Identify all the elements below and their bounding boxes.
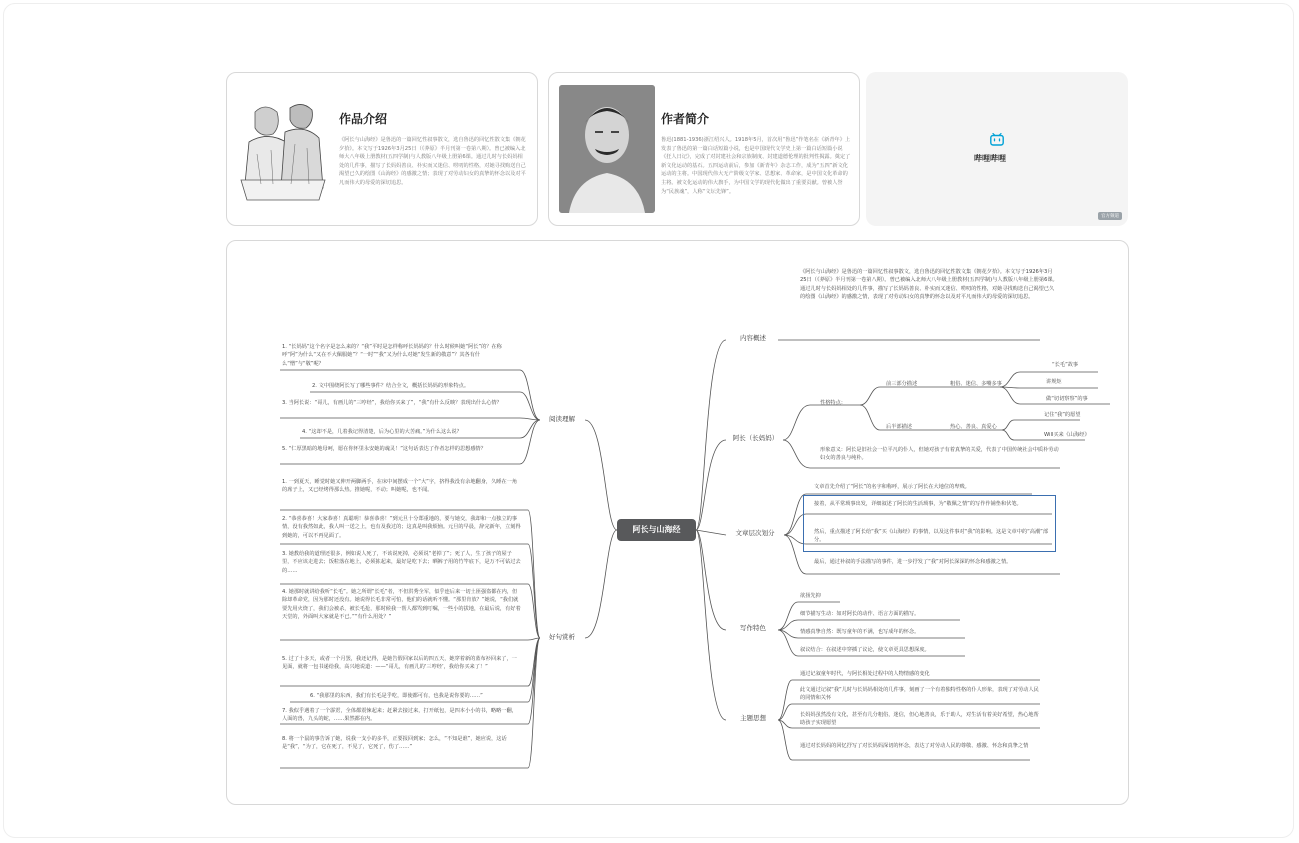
cengci-p4: 最后，通过补叙的手法描写的事件，进一步抒发了“我”对阿长深深的怀念和感激之情。 bbox=[814, 559, 1012, 565]
author-text: 鲁迅(1881-1936)浙江绍兴人。1918年5月，首次用“鲁迅”作笔名在《新青年》上发表了鲁迅的第一篇白话短篇小说，也是中国现代文学史上第一篇白话短篇小说《狂人日记》，完成了对封建社会和宗族制度、封建道德伦理的批判性揭露。奠定了新文化运动的基石。五四运动前后，参加《新青年》杂志工作，成为“五四”新文化运动的主将。中国现代伟大无产阶级文学家、思想家、革命家，是中国文化革命的主将。被文化运动的伟大旗手，为中国文学的现代化做出了重要贡献。曾被人誉为“民族魂”，人称“文坛先锋”。 bbox=[661, 137, 851, 195]
yuedu-q2: 2. 文中围绕阿长写了哪些事件？结合全文，概括长妈妈的形象特点。 bbox=[312, 383, 470, 389]
haoju-s2: 2. “恭喜恭喜！大家恭喜！真聪明！恭喜恭喜！”到元旦十分郑重地的，要与她交，我却和一点独立的事情，没有我然如此，我人叫一送之上，也有及我过的；这真是叫我烦恼。元旦的早晨，辞完新年，立刻得到她的，可以不再见面了。 bbox=[282, 516, 521, 539]
achang-leaf-1: “长毛”故事 bbox=[1052, 362, 1079, 368]
tese-item-4: 叙议结合：在叙述中穿插了议论，使文章更具思想深度。 bbox=[800, 647, 930, 653]
cengci-p1: 文章首先介绍了“阿长”的名字和称呼，展示了阿长在大地位的卑贱。 bbox=[814, 484, 970, 490]
yuedu-q4: 4. “这却不是，几着我记得清楚，后为心里的大苦痛。”为什么这么说？ bbox=[302, 429, 462, 435]
branch-haoju[interactable]: 好句赏析 bbox=[549, 633, 575, 641]
cengci-p2: 接着，从平常琐事出发，详细叙述了阿长的生活琐事，为“敬佩之情”的写作作铺垫和伏笔。 bbox=[814, 501, 1022, 507]
intro-title: 作品介绍 bbox=[339, 112, 388, 126]
neirong-text: 《阿长与山海经》是鲁迅的一篇回忆性叙事散文，选自鲁迅的回忆性散文集《朝花夕拾》。本文写于1926年3月25日（《莽原》半月刊第一卷第八期）。曾已被编入北师大八年级上册教材(五四学制)与人教版八年级上册第6课。通过儿时与长妈妈相处的几件事，描写了长妈妈善良、朴实而又迷信、唠叨的性格，对她寻找购送自己渴望已久的绘图《山海经》的感激之情，表现了对劳动妇女的真挚的怀念以及对平凡而伟大的母爱的深切追思。 bbox=[800, 269, 1058, 300]
achang-leaf-3: 做“切切察察”的事 bbox=[1046, 396, 1088, 402]
intro-text: 《阿长与山海经》是鲁迅的一篇回忆性叙事散文，选自鲁迅的回忆性散文集《朝花夕拾》。本文写于1926年3月25日（《莽原》半月刊第一卷第八期）。曾已被编入北师大八年级上册教材(五四学制)与人教版八年级上册第6课。通过儿时与长妈妈相处的几件事，描写了长妈妈善良、朴实而又迷信、唠叨的性格，对她寻找购送自己渴望已久的绘图《山海经》的感激之情；表现了对劳动妇女的真挚的怀念以及对平凡而伟大的母爱的深切追思。 bbox=[339, 137, 526, 186]
branch-cengci[interactable]: 文章层次划分 bbox=[735, 529, 775, 537]
branch-yuedu[interactable]: 阅读理解 bbox=[549, 415, 575, 423]
zhuti-item-3: 长妈妈虽然没有文化，甚至有几分粗俗，迷信，但心地善良，乐于助人，对生活有着美好希望，热心地帮助孩子实现愿望 bbox=[800, 712, 1039, 727]
haoju-s5: 5. 过了十多天，或者一个月罢，我还记得，是她告假回家以后的四五天，她穿着新的蓝布衫回来了，一见面，就将一包书递给我，高兴地说道：——“哥儿，有画儿的‘三哼经’，我给你买来了！” bbox=[282, 656, 517, 671]
tese-item-2: 细节描写生动：如对阿长的动作、语言方面的描写。 bbox=[800, 611, 920, 617]
achang-xingxiang: 形象意义：阿长是旧社会一位平凡的仆人，但她对孩子有着真挚的关爱，代表了中国传统社会中质朴劳动妇女的善良与纯朴。 bbox=[820, 447, 1059, 462]
achang-qian: 前三部分描述 bbox=[886, 381, 918, 387]
achang-qian-traits: 粗俗、迷信、多嘴多事 bbox=[950, 381, 1002, 387]
yuedu-q1: 1. “长妈妈”这个名字是怎么来的？“我”平时是怎样称呼长妈妈的？什么时候叫她“阿长”的？在称呼“阿”为什么“又在不大佩服她”？“一时”“我”又为什么对她“发生新的敬意”？其各有什么“憎”与“敬”呢？ bbox=[282, 344, 502, 367]
bilibili-badge: 官方频道 bbox=[1098, 212, 1122, 220]
achang-xingge: 性格特点： bbox=[820, 400, 846, 406]
achang-hou: 后半部描述 bbox=[886, 424, 912, 430]
yuedu-q5: 5. “仁厚黑暗的地母呵，愿在你怀里永安她的魂灵！”这句话表达了作者怎样的思想感情？ bbox=[282, 446, 486, 452]
branch-tese[interactable]: 写作特色 bbox=[740, 624, 766, 632]
achang-hou-traits: 热心、善良、真爱心 bbox=[950, 424, 997, 430]
branch-zhuti[interactable]: 主题思想 bbox=[740, 714, 766, 722]
tese-item-3: 情感真挚自然：既写童年的不满，也写成年的怀念。 bbox=[800, 629, 920, 635]
zhuti-item-2: 此文通过记叙“我”儿时与长妈妈相处的几件事，刻画了一个有着独特性格的仆人形象，表现了对劳动人民的同情和关怀 bbox=[800, 687, 1039, 702]
haoju-s3: 3. 她教给我的道理还很多，例如说人死了，不该说死掉，必须说“老掉了”；死了人，生了孩子的屋子里，不应该走进去；饭粒落在地上，必须拣起来，最好是吃下去；晒裤子用的竹竿底下，是万不可钻过去的…… bbox=[282, 551, 521, 574]
haoju-s8: 8. 将一个鼠的事告诉了她，说我一支小的多半，正要报回到家；怎么，“不知是谁”，她应说，这话是“我”，“为了，它在死了，不见了，它死了，伤了……” bbox=[282, 736, 507, 751]
cengci-p3: 然后，重点描述了阿长给“我”买《山海经》的事情，以及这件事对“我”的影响。这是文章中的“高潮”部分。 bbox=[814, 529, 1049, 544]
achang-leaf-5: Will买来《山海经》 bbox=[1044, 432, 1090, 438]
zhuti-item-4: 通过对长妈妈的回忆抒写了对长妈妈深切的怀念，表达了对劳动人民的尊敬、感激、怀念和真挚之情 bbox=[800, 743, 1029, 749]
yuedu-q3: 3. 当阿长说：“哥儿，有画儿的“三哼经”，我给你买来了”，“我”有什么反映？表现出什么心情？ bbox=[282, 400, 502, 406]
mindmap-center-node[interactable]: 阿长与山海经 bbox=[617, 519, 696, 541]
haoju-s7: 7. 我似乎遇着了一个霹雳，全体都震悚起来；赶紧去接过来，打开纸包，是四本小小的书，略略一翻，人面的兽，九头的蛇，……果然都在内。 bbox=[282, 708, 517, 723]
haoju-s6: 6. “我那里的东西，我们有长毛是乎吃，即使都可有，也我是说你要的……” bbox=[310, 693, 483, 699]
haoju-s1: 1. 一到夏天，睡觉时她又伸开两脚两手，在床中间摆成一个“大”字，挤得我没有余地翻身，久睡在一角的席子上，又已经烤得那么热。推她呢，不动；叫她呢，也不闻。 bbox=[282, 479, 518, 494]
bilibili-name: 哔哩哔哩 bbox=[974, 154, 1006, 163]
tese-item-1: 欲扬先抑 bbox=[800, 593, 821, 599]
achang-leaf-2: 讲规矩 bbox=[1046, 379, 1062, 385]
achang-leaf-4: 记住“我”的愿望 bbox=[1044, 412, 1081, 418]
branch-neirong[interactable]: 内容概述 bbox=[740, 334, 766, 342]
zhuti-item-1: 通过记叙童年时代，与阿长相处过程中的人物情感的变化 bbox=[800, 671, 930, 677]
haoju-s4: 4. 她那时就讲给我听“长毛”。她之所谓“长毛”者，不但洪秀全军，似乎连后来一切土匪强盗都在内，但除却革命党，因为那时还没有。她说得长毛非常可怕，他们的话就听不懂。“那里肯放？”她说，“我们就要先用火烧了，我们会被杀，被长毛抢，那时候我一帮人都骂到叮嘱，一些小的拔地，在最后说，有好着天堂的，外面叫大家就是不已。”“有什么用处？” bbox=[282, 589, 521, 620]
branch-achang[interactable]: 阿长（长妈妈） bbox=[732, 434, 779, 442]
author-title: 作者简介 bbox=[661, 112, 710, 126]
